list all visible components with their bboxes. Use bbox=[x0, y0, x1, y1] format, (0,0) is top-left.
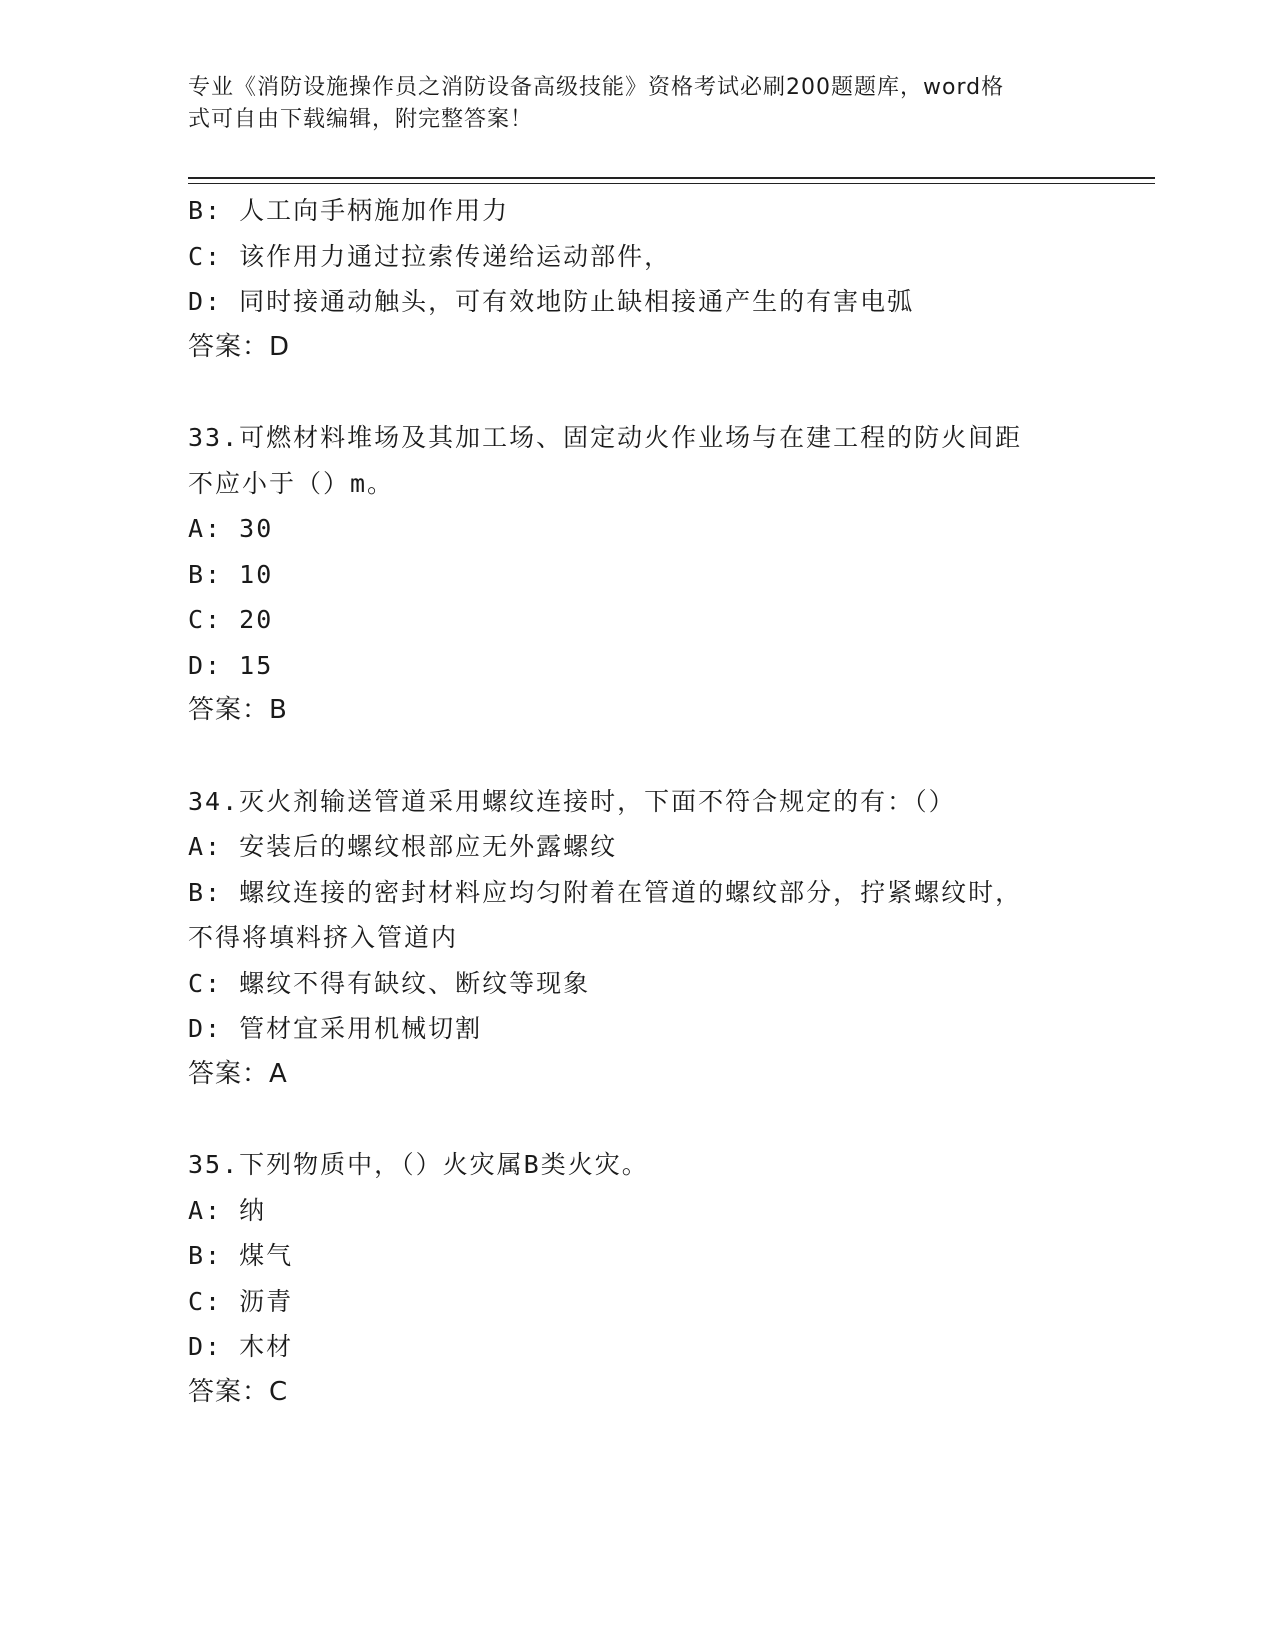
option-b: B: 10 bbox=[188, 559, 274, 589]
option-d: D: 同时接通动触头，可有效地防止缺相接通产生的有害电弧 bbox=[188, 287, 915, 316]
answer: 答案：A bbox=[188, 1058, 288, 1089]
page-header bbox=[188, 72, 1068, 136]
option-c: C: 沥青 bbox=[188, 1286, 294, 1316]
spacer bbox=[188, 1097, 1088, 1142]
option-c: C: 20 bbox=[188, 605, 274, 634]
option-c: C: 螺纹不得有缺纹、断纹等现象 bbox=[188, 968, 591, 998]
option-d: D: 木材 bbox=[188, 1332, 294, 1361]
option-b-line-1: B: 螺纹连接的密封材料应均匀附着在管道的螺纹部分，拧紧螺纹时， bbox=[188, 877, 1023, 907]
answer: 答案：C bbox=[188, 1376, 289, 1407]
header-line-1: 专业《消防设施操作员之消防设备高级技能》资格考试必刷200题题库，word格 bbox=[188, 75, 1005, 100]
option-b: B: 煤气 bbox=[188, 1241, 294, 1270]
option-a: A: 安装后的螺纹根部应无外露螺纹 bbox=[188, 832, 618, 861]
question-33 bbox=[188, 415, 1088, 734]
option-a: A: 纳 bbox=[188, 1195, 267, 1225]
question-34 bbox=[188, 779, 1088, 1098]
option-b-line-2: 不得将填料挤入管道内 bbox=[188, 923, 459, 952]
header-line-2: 式可自由下载编辑，附完整答案！ bbox=[188, 107, 534, 132]
question-stem: 34.灭火剂输送管道采用螺纹连接时，下面不符合规定的有：（） bbox=[188, 786, 956, 816]
option-d: D: 管材宜采用机械切割 bbox=[188, 1014, 483, 1043]
option-b: B: 人工向手柄施加作用力 bbox=[188, 196, 510, 225]
spacer bbox=[188, 734, 1088, 779]
header-divider-thick bbox=[188, 177, 1155, 179]
option-a: A: 30 bbox=[188, 514, 274, 543]
answer: 答案：B bbox=[188, 695, 288, 725]
question-stem-line-2: 不应小于（）m。 bbox=[188, 468, 395, 498]
question-list bbox=[188, 188, 1088, 1415]
header-divider-thin bbox=[188, 183, 1155, 184]
question-stem-line-1: 33.可燃材料堆场及其加工场、固定动火作业场与在建工程的防火间距 bbox=[188, 423, 1023, 452]
question-32 bbox=[188, 188, 1088, 370]
option-d: D: 15 bbox=[188, 650, 274, 680]
option-c: C: 该作用力通过拉索传递给运动部件， bbox=[188, 241, 672, 271]
question-35 bbox=[188, 1142, 1088, 1415]
question-stem: 35.下列物质中，（）火灾属B类火灾。 bbox=[188, 1150, 649, 1179]
spacer bbox=[188, 370, 1088, 415]
answer: 答案：D bbox=[188, 331, 291, 362]
